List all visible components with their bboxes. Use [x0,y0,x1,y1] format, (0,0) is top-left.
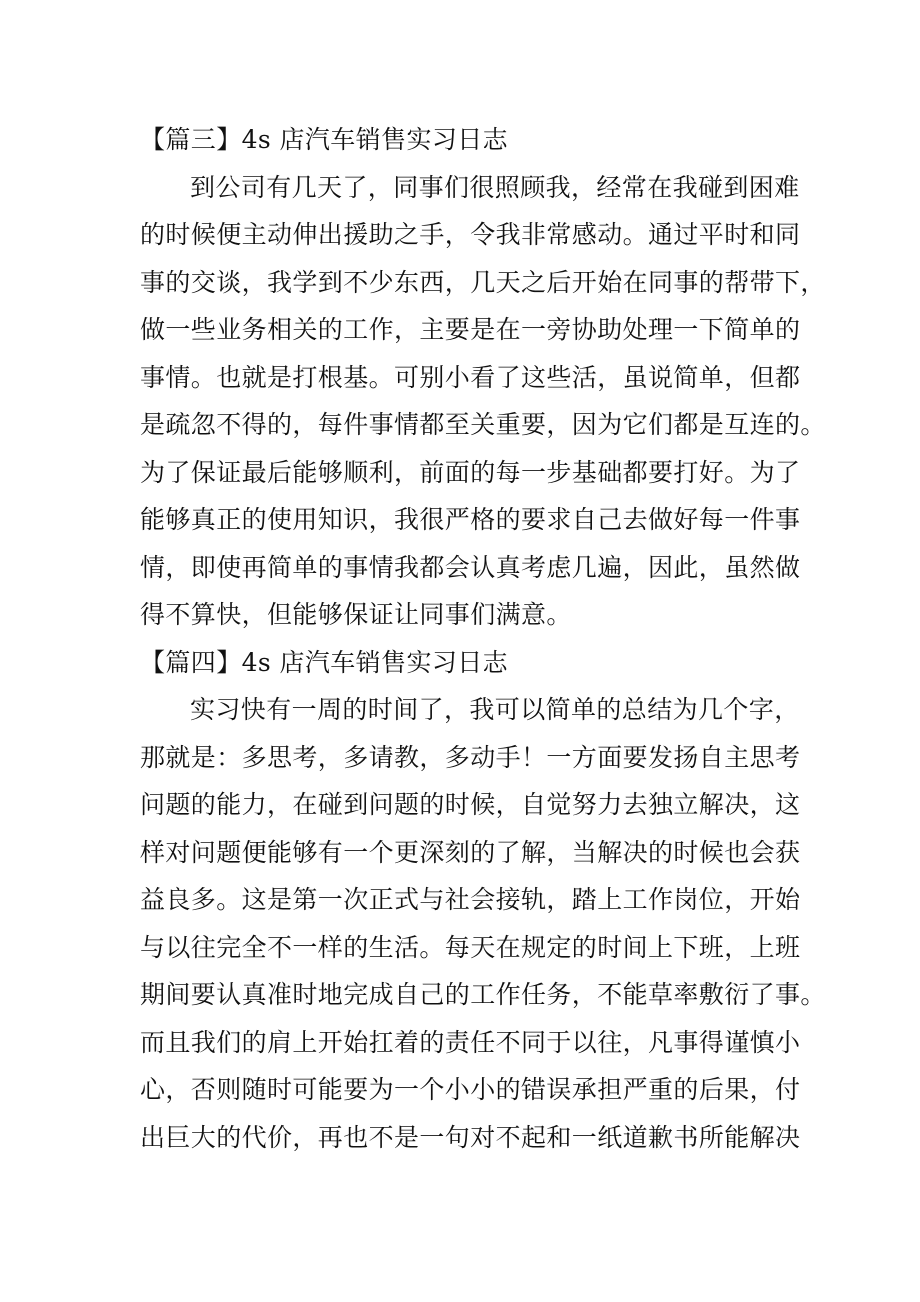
text-line: 事情。也就是打根基。可别小看了这些活，虽说简单，但都 [140,362,801,392]
text-line: 样对问题便能够有一个更深刻的了解，当解决的时候也会获 [140,837,801,867]
text-line: 问题的能力，在碰到问题的时候，自觉努力去独立解决，这 [140,790,801,819]
text-line: 为了保证最后能够顺利，前面的每一步基础都要打好。为了 [140,457,801,487]
text-line: 与以往完全不一样的生活。每天在规定的时间上下班，上班 [140,932,801,962]
section-heading: 【篇三】4s 店汽车销售实习日志 [140,125,509,154]
section-part-four [140,639,826,1162]
text-line: 实习快有一周的时间了，我可以简单的总结为几个字， [190,695,800,724]
text-line: 情，即使再简单的事情我都会认真考虑几遍，因此，虽然做 [140,552,801,582]
paragraph [140,164,826,639]
text-line: 的时候便主动伸出援助之手，令我非常感动。通过平时和同 [140,220,801,249]
section-heading: 【篇四】4s 店汽车销售实习日志 [140,647,509,677]
text-line: 事的交谈，我学到不少东西，几天之后开始在同事的帮带下， [140,267,826,297]
text-line: 而且我们的肩上开始扛着的责任不同于以往，凡事得谨慎小 [140,1027,801,1057]
text-line: 到公司有几天了，同事们很照顾我，经常在我碰到困难 [190,172,800,202]
text-line: 出巨大的代价，再也不是一句对不起和一纸道歉书所能解决 [140,1122,801,1152]
text-line: 做一些业务相关的工作，主要是在一旁协助处理一下简单的 [140,315,801,344]
text-line: 期间要认真准时地完成自己的工作任务，不能草率敷衍了事。 [140,980,826,1009]
text-line: 心，否则随时可能要为一个小小的错误承担严重的后果，付 [140,1075,801,1104]
section-part-three [140,116,826,639]
text-line: 那就是：多思考，多请教，多动手！一方面要发扬自主思考 [140,742,801,772]
paragraph [140,686,826,1161]
text-line: 能够真正的使用知识，我很严格的要求自己去做好每一件事 [140,505,801,534]
text-line: 益良多。这是第一次正式与社会接轨，踏上工作岗位，开始 [140,885,801,914]
text-line: 得不算快，但能够保证让同事们满意。 [140,600,572,629]
document-body [140,116,826,1161]
text-line: 是疏忽不得的，每件事情都至关重要，因为它们都是互连的。 [140,410,826,439]
